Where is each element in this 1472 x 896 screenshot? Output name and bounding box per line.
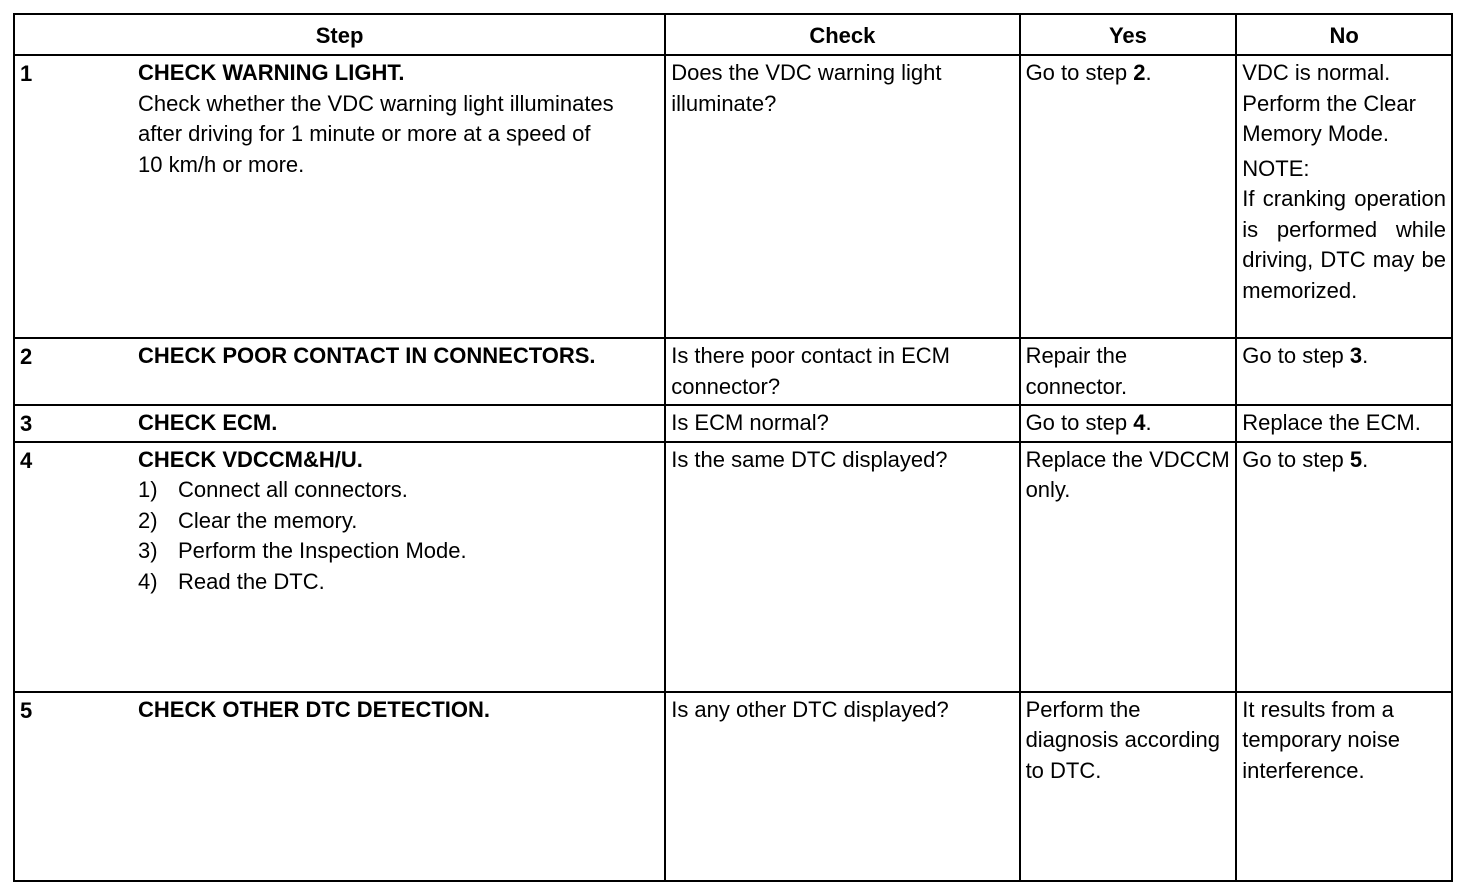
yes-cell <box>1020 442 1237 692</box>
header-row <box>14 14 1452 55</box>
step-title: CHECK OTHER DTC DETECTION. <box>138 696 490 722</box>
check-cell <box>665 338 1019 405</box>
no-text: VDC is normal. Perform the Clear Memory Mode. <box>1242 60 1416 146</box>
table-row <box>14 55 1452 338</box>
step-cell <box>14 442 665 692</box>
step-title: CHECK VDCCM&H/U. <box>138 446 363 472</box>
list-item <box>138 567 659 598</box>
note-text: If cranking operation is performed while driving, DTC may be memorized. <box>1242 186 1446 303</box>
substep-text: Connect all connectors. <box>178 477 408 502</box>
header-yes: Yes <box>1020 14 1237 55</box>
substep-text: Perform the Inspection Mode. <box>178 538 467 563</box>
check-text: Does the VDC warning light illuminate? <box>671 60 942 116</box>
yes-text: Go to step <box>1025 60 1134 85</box>
check-text: Is any other DTC displayed? <box>671 696 949 722</box>
step-number: 3 <box>20 411 33 436</box>
step-cell <box>14 55 665 338</box>
header-check: Check <box>665 14 1019 55</box>
step-title: CHECK ECM. <box>138 410 278 435</box>
check-cell <box>665 442 1019 692</box>
substep-number: 1) <box>138 477 158 502</box>
check-text: Is there poor contact in ECM connector? <box>671 343 950 399</box>
yes-cell <box>1020 338 1237 405</box>
list-item <box>138 475 659 506</box>
yes-text: Perform the diagnosis according to DTC. <box>1025 696 1221 783</box>
check-text: Is ECM normal? <box>671 410 829 435</box>
no-suffix: . <box>1362 446 1369 472</box>
yes-suffix: . <box>1145 60 1152 85</box>
list-item <box>138 506 659 537</box>
substep-text: Clear the memory. <box>178 507 358 533</box>
check-cell <box>665 692 1019 881</box>
step-reference: 5 <box>1349 446 1363 472</box>
yes-text: Replace the VDCCM only. <box>1025 446 1230 502</box>
no-cell <box>1236 405 1452 442</box>
table-row <box>14 338 1452 405</box>
step-reference: 2 <box>1133 60 1146 85</box>
yes-text: Repair the connector. <box>1025 343 1128 399</box>
substep-number: 2) <box>138 507 158 533</box>
check-cell <box>665 55 1019 338</box>
step-number: 2 <box>20 344 33 369</box>
header-no: No <box>1236 14 1452 55</box>
substep-list <box>138 475 659 597</box>
substep-number: 3) <box>138 538 158 563</box>
step-cell <box>14 338 665 405</box>
no-cell <box>1236 442 1452 692</box>
table-row <box>14 692 1452 881</box>
no-cell <box>1236 338 1452 405</box>
no-text: Go to step <box>1242 343 1350 368</box>
step-cell <box>14 692 665 881</box>
step-title: CHECK POOR CONTACT IN CONNECTORS. <box>138 343 596 368</box>
no-text: Go to step <box>1242 446 1350 472</box>
no-text: It results from a temporary noise interference. <box>1242 696 1401 783</box>
step-cell <box>14 405 665 442</box>
header-step: Step <box>14 14 665 55</box>
note-label: NOTE: <box>1242 155 1310 181</box>
no-text: Replace the ECM. <box>1242 410 1421 435</box>
no-cell <box>1236 55 1452 338</box>
substep-number: 4) <box>138 568 158 594</box>
step-number: 4 <box>20 447 33 473</box>
check-text: Is the same DTC displayed? <box>671 446 948 472</box>
yes-cell <box>1020 692 1237 881</box>
table-row <box>14 442 1452 692</box>
no-cell <box>1236 692 1452 881</box>
no-suffix: . <box>1362 343 1369 368</box>
step-reference: 4 <box>1133 410 1146 435</box>
yes-text: Go to step <box>1025 410 1134 435</box>
yes-suffix: . <box>1145 410 1152 435</box>
step-number: 5 <box>20 697 33 723</box>
step-number: 1 <box>20 61 33 86</box>
step-title: CHECK WARNING LIGHT. <box>138 60 405 85</box>
table-row <box>14 405 1452 442</box>
yes-cell <box>1020 405 1237 442</box>
check-cell <box>665 405 1019 442</box>
step-description: Check whether the VDC warning light illuminates after driving for 1 minute or more at a speed of 10 km/h or more. <box>138 90 614 177</box>
substep-text: Read the DTC. <box>178 568 325 594</box>
list-item <box>138 536 659 567</box>
yes-cell <box>1020 55 1237 338</box>
diagnostic-table <box>13 13 1453 882</box>
step-reference: 3 <box>1349 343 1363 368</box>
